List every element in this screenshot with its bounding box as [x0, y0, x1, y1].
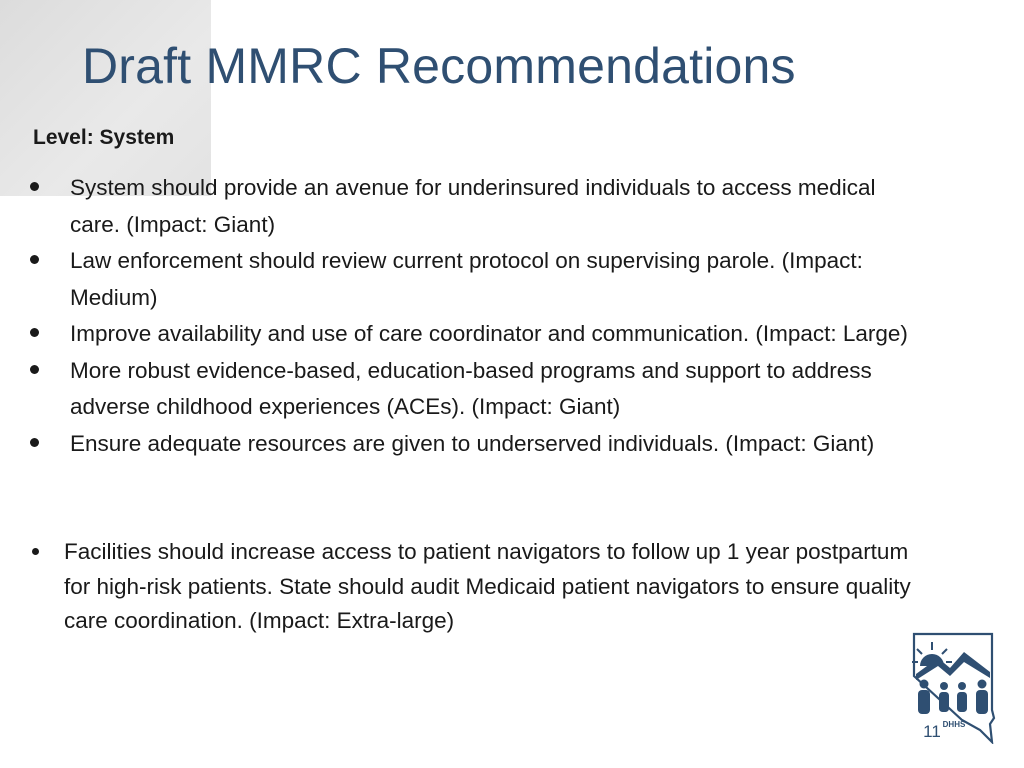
bullet-icon	[32, 548, 39, 555]
slide-title: Draft MMRC Recommendations	[82, 38, 796, 94]
recommendation-text: Ensure adequate resources are given to underserved individuals. (Impact: Giant)	[70, 430, 875, 456]
recommendation-list	[30, 170, 930, 462]
recommendation-item	[30, 426, 930, 463]
level-heading: Level: System	[33, 126, 175, 149]
bullet-icon	[30, 182, 39, 191]
recommendation-item	[30, 243, 930, 316]
logo-wordmark: DHHS	[942, 720, 966, 729]
recommendation-text: Facilities should increase access to patient navigators to follow up 1 year postpartum for high-risk patients. State should audit Medicaid patient navigators to ensure quality care coordination. (Impact: Extra-large)	[64, 539, 911, 633]
bullet-icon	[30, 255, 39, 264]
bullet-icon	[30, 328, 39, 337]
bullet-icon	[30, 365, 39, 374]
recommendation-item	[30, 353, 930, 426]
recommendation-text: System should provide an avenue for underinsured individuals to access medical care. (Impact: Giant)	[70, 175, 876, 237]
recommendation-list-secondary	[30, 535, 930, 639]
recommendation-text: Improve availability and use of care coordinator and communication. (Impact: Large)	[70, 321, 908, 346]
corner-decoration	[0, 0, 211, 196]
recommendation-text: Law enforcement should review current protocol on supervising parole. (Impact: Medium)	[70, 248, 863, 310]
people-icon	[918, 680, 988, 715]
recommendation-item	[30, 535, 930, 639]
recommendation-item	[30, 316, 930, 353]
page-number: 11	[923, 722, 941, 741]
recommendation-text: More robust evidence-based, education-based programs and support to address adverse childhood experiences (ACEs). (Impact: Giant)	[70, 357, 872, 419]
recommendation-item	[30, 170, 930, 243]
bullet-icon	[30, 438, 39, 447]
